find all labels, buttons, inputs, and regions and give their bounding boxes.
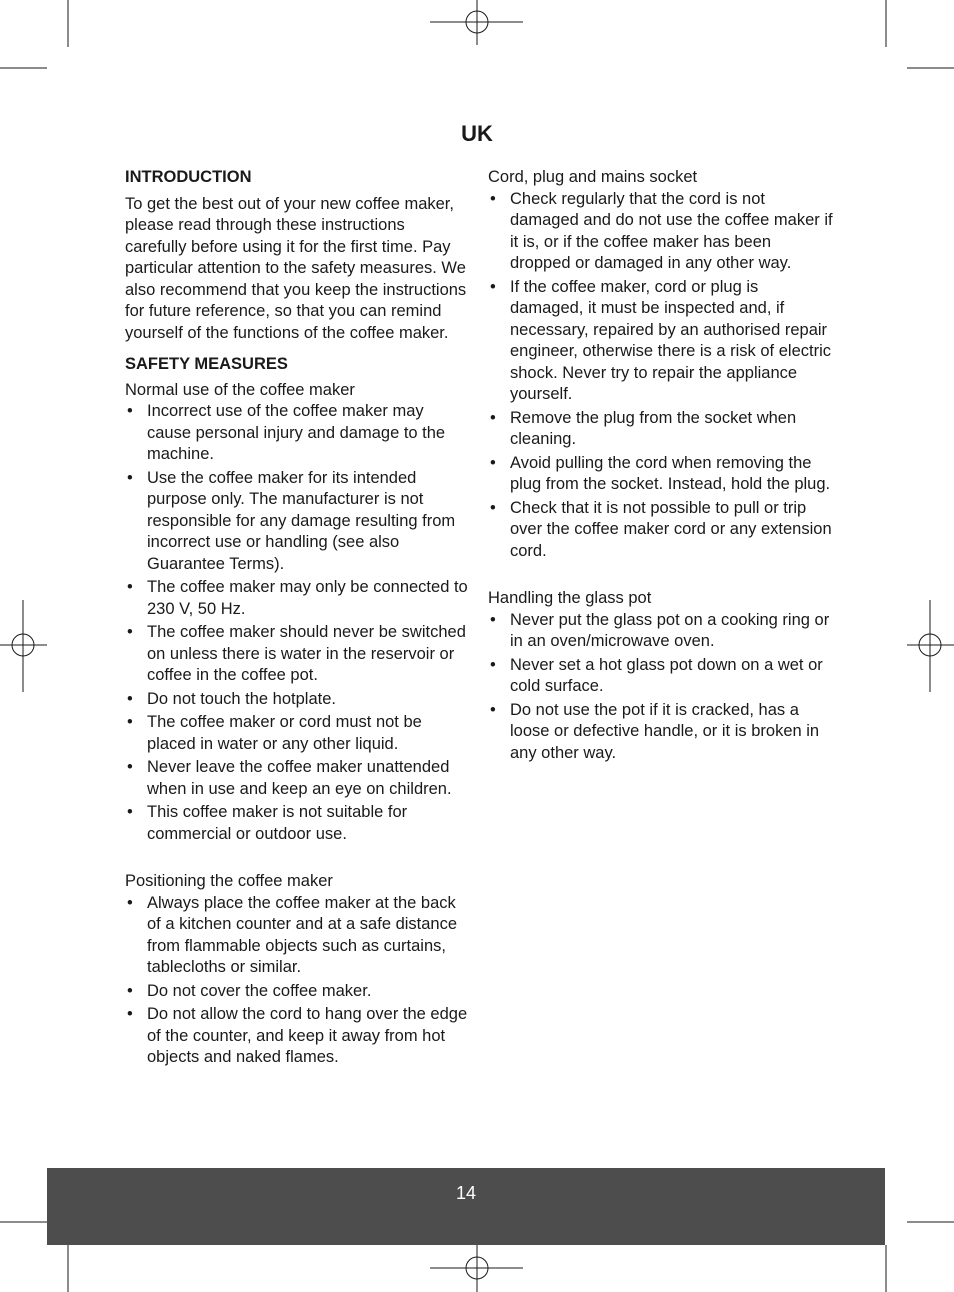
list-item: • Never set a hot glass pot down on a wet or cold surface.	[488, 655, 833, 698]
list-item: • Remove the plug from the socket when cleaning.	[488, 408, 833, 451]
list-item: • Incorrect use of the coffee maker may cause personal injury and damage to the machine.	[125, 401, 470, 466]
list-item: • Do not use the pot if it is cracked, has a loose or defective handle, or it is broken in any other way.	[488, 700, 833, 765]
list-item: • Never put the glass pot on a cooking ring or in an oven/microwave oven.	[488, 610, 833, 653]
cord-heading: Cord, plug and mains socket	[488, 168, 698, 186]
list-item: • Use the coffee maker for its intended purpose only. The manufacturer is not responsible for any damage resulting from incorrect use or handling (see also Guarantee Terms).	[125, 468, 470, 576]
list-item: • Avoid pulling the cord when removing the plug from the socket. Instead, hold the plug.	[488, 453, 833, 496]
page-title: UK	[461, 121, 493, 146]
footer-bar	[47, 1168, 885, 1245]
list-item: • The coffee maker may only be connected to 230 V, 50 Hz.	[125, 577, 470, 620]
list-item: • Do not touch the hotplate.	[125, 689, 470, 711]
list-item: • Never leave the coffee maker unattended when in use and keep an eye on children.	[125, 757, 470, 800]
list-item: • This coffee maker is not suitable for commercial or outdoor use.	[125, 802, 470, 845]
glasspot-heading: Handling the glass pot	[488, 589, 652, 607]
glasspot-list	[488, 610, 833, 765]
list-item: • The coffee maker should never be switched on unless there is water in the reservoir or coffee in the coffee pot.	[125, 622, 470, 687]
list-item: • Check regularly that the cord is not damaged and do not use the coffee maker if it is, or if the coffee maker has been dropped or damaged in any other way.	[488, 189, 833, 275]
safety-heading: SAFETY MEASURES	[125, 355, 288, 373]
list-item: • Check that it is not possible to pull or trip over the coffee maker cord or any extension cord.	[488, 498, 833, 563]
list-item: • The coffee maker or cord must not be placed in water or any other liquid.	[125, 712, 470, 755]
safety-subheading: Normal use of the coffee maker	[125, 380, 355, 399]
positioning-list	[125, 893, 470, 1069]
positioning-heading: Positioning the coffee maker	[125, 872, 333, 890]
left-column	[125, 166, 470, 1071]
safety-list	[125, 401, 470, 845]
list-item: • If the coffee maker, cord or plug is damaged, it must be inspected and, if necessary, repaired by an authorised repair engineer, otherwise there is a risk of electric shock. Never try to repair the appliance yourself.	[488, 277, 833, 406]
cord-list	[488, 189, 833, 563]
page-number: 14	[455, 1183, 477, 1203]
list-item: • Do not cover the coffee maker.	[125, 981, 470, 1003]
list-item: • Always place the coffee maker at the back of a kitchen counter and at a safe distance from flammable objects such as curtains, tablecloths or similar.	[125, 893, 470, 979]
list-item: • Do not allow the cord to hang over the edge of the counter, and keep it away from hot objects and naked flames.	[125, 1004, 470, 1069]
introduction-text: To get the best out of your new coffee maker, please read through these instructions carefully before using it for the first time. Pay particular attention to the safety measures. We also recommend that you keep the instructions for future reference, so that you can remind yourself of the functions of the coffee maker.	[125, 194, 467, 342]
introduction-heading: INTRODUCTION	[125, 168, 252, 186]
right-column	[488, 166, 833, 766]
